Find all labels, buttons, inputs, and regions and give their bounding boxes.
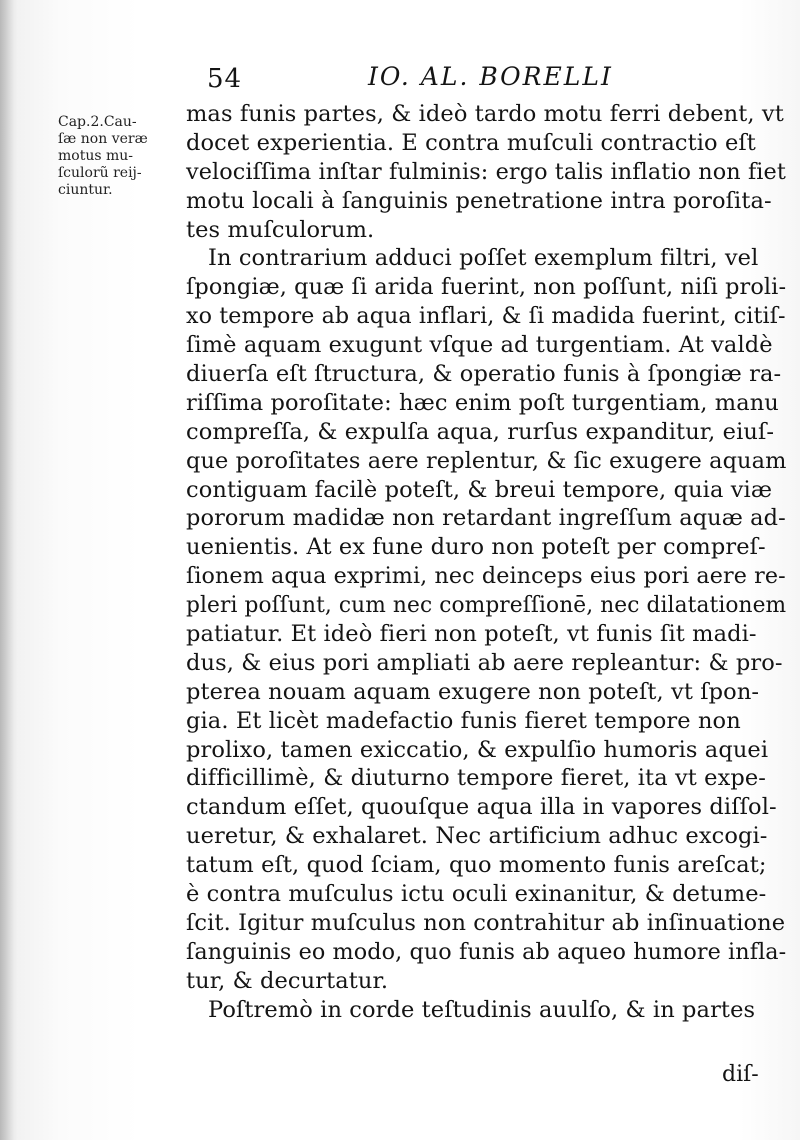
text-line: pororum madidæ non retardant ingreſſum aquæ ad- <box>186 505 786 532</box>
text-line: tur, & decurtatur. <box>186 967 389 994</box>
text-line: que poroſitates aere replentur, & ſic exugere aquam <box>186 447 787 474</box>
text-line: Poſtremò in corde teſtudinis auulſo, & in partes <box>208 996 756 1023</box>
text-line: tes muſculorum. <box>186 216 375 243</box>
text-line: dus, & eius pori ampliati ab aere repleantur: & pro- <box>186 649 783 676</box>
gutter-shadow <box>0 0 14 1140</box>
text-line: tatum eſt, quod ſciam, quo momento funis areſcat; <box>186 852 767 879</box>
text-line: ueretur, & exhalaret. Nec artificium adhuc excogi- <box>186 823 768 850</box>
text-line: contiguam facilè poteſt, & breui tempore, quia viæ <box>186 476 773 503</box>
catchword: diſ- <box>722 1062 759 1087</box>
text-line: velociſſima inſtar fulminis: ergo talis inflatio non fiet <box>186 158 786 185</box>
text-line: ctandum eſſet, quouſque aqua illa in vapores diſſol- <box>186 794 777 821</box>
text-line: ſpongiæ, quæ ſi arida fuerint, non poſſunt, niſi proli- <box>186 274 787 301</box>
text-line: uenientis. At ex fune duro non poteſt per compreſ- <box>186 534 766 561</box>
body-text <box>186 100 786 1025</box>
text-line: ſanguinis eo modo, quo funis ab aqueo humore infla- <box>186 938 787 965</box>
text-line: riſſima poroſitate: hæc enim poſt turgentiam, manu <box>186 389 779 416</box>
text-line: patiatur. Et ideò fieri non poteſt, vt funis ſit madi- <box>186 621 757 648</box>
margin-note-line: motus mu- <box>58 148 134 164</box>
text-line: prolixo, tamen exiccatio, & expulſio humoris aquei <box>186 736 769 763</box>
text-line: ſimè aquam exugunt vſque ad turgentiam. At valdè <box>186 332 773 359</box>
text-line: In contrarium adduci poſſet exemplum filtri, vel <box>208 245 759 272</box>
text-line: pterea nouam aquam exugere non poteſt, vt ſpon- <box>186 678 760 705</box>
text-line: motu locali à ſanguinis penetratione intra poroſita- <box>186 187 772 214</box>
margin-note-line: ſculorũ reij- <box>58 165 142 181</box>
text-line: xo tempore ab aqua inflari, & ſi madida fuerint, citiſ- <box>186 303 786 330</box>
text-line: mas funis partes, & ideò tardo motu ferri debent, vt <box>186 101 784 127</box>
margin-note-line: ciuntur. <box>58 182 113 198</box>
text-line: docet experientia. E contra muſculi contractio eſt <box>186 129 756 156</box>
text-line: è contra muſculus ictu oculi exinanitur, & detume- <box>186 881 767 908</box>
running-head: IO. AL. BORELLI <box>368 62 613 91</box>
text-line: gia. Et licèt madefactio funis fieret tempore non <box>186 707 741 734</box>
page-number: 54 <box>207 64 243 94</box>
margin-note-line: ſæ non veræ <box>58 131 148 147</box>
text-line: ſionem aqua exprimi, nec deinceps eius pori aere re- <box>186 563 786 590</box>
text-line: compreſſa, & expulſa aqua, rurſus expanditur, eiuſ- <box>186 418 775 445</box>
margin-note-line: Cap.2.Cau- <box>58 114 137 130</box>
text-line: pleri poſſunt, cum nec compreſſionē, nec dilatationem <box>186 592 787 619</box>
text-line: diuerſa eſt ſtructura, & operatio funis à ſpongiæ ra- <box>186 361 782 388</box>
text-line: ſcit. Igitur muſculus non contrahitur ab inſinuatione <box>186 909 786 936</box>
text-line: difficillimè, & diuturno tempore fieret, ita vt expe- <box>186 765 766 792</box>
margin-note <box>58 114 178 199</box>
page-header <box>0 58 800 98</box>
